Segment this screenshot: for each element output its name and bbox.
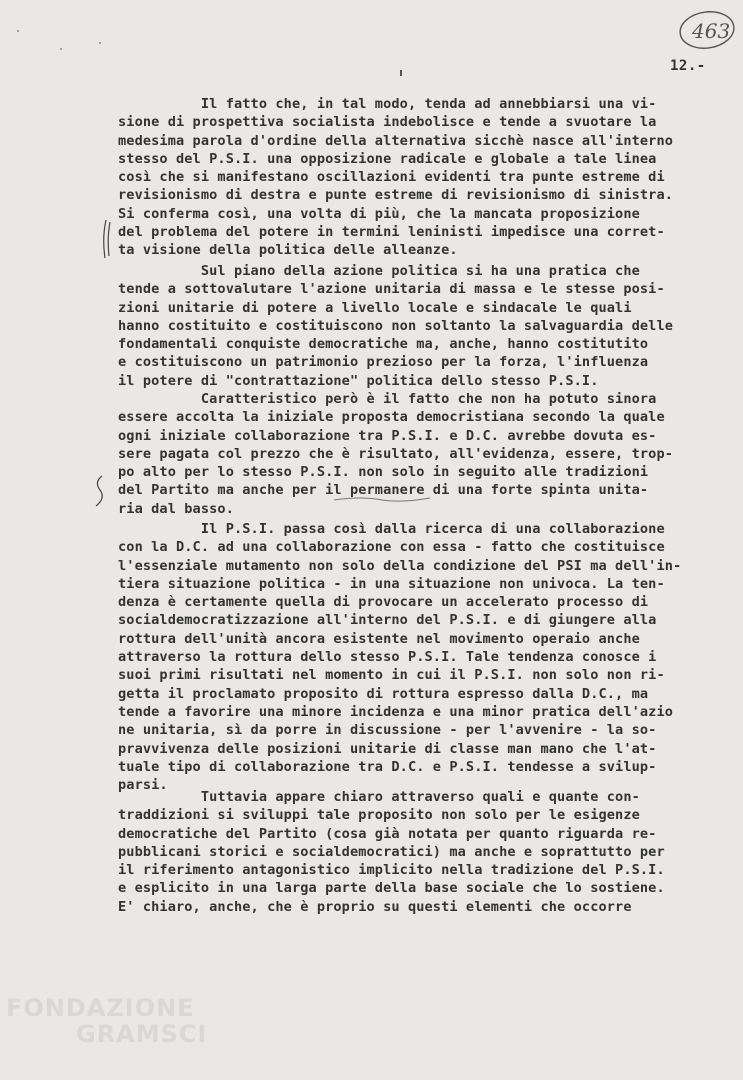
margin-mark-1 [100, 218, 116, 260]
paragraph-4: Il P.S.I. passa così dalla ricerca di una collaborazione con la D.C. ad una collaborazione con essa - fatto che costituisce l'essenziale mutamento non solo della condizione del PSI ma dell'in- tiera situazione politica - in una situazione non univoca. La ten- denza è certamente quella di provocare un accelerato processo di socialdemocratizzazione all'interno del P.S.I. e di giungere alla rottura dell'unità ancora esistente nel movimento operaio anche attraverso la rottura dello stesso P.S.I. Tale tendenza conosce i suoi primi risultati nel momento in cui il P.S.I. non solo non ri- getta il proclamato proposito di rottura espresso dalla D.C., ma tende a favorire una minore incidenza e una minor pratica dell'azio ne unitaria, sì da porre in discussione - per l'avvenire - la so- pravvivenza delle posizioni unitarie di classe man mano che l'at- tuale tipo di collaborazione tra D.C. e P.S.I. tendesse a svilup- parsi. [118, 521, 682, 794]
page-number: 12.- [670, 58, 706, 74]
margin-mark-2 [92, 474, 108, 510]
paragraph-5: Tuttavia appare chiaro attraverso quali e quante con- traddizioni si sviluppi tale proposito non solo per le esigenze democratiche del Partito (cosa già notata per quanto riguarda re- pubblicani storici e socialdemocratici) ma anche e soprattutto per il riferimento antagonistico implicito nella tradizione del P.S.I. e esplicito in una larga parte della base sociale che lo sostiene. E' chiaro, anche, che è proprio su questi elementi che occorre [118, 789, 665, 915]
scan-speck [17, 30, 19, 32]
underline-mark [332, 494, 432, 504]
paragraph-3: Caratteristico però è il fatto che non ha potuto sinora essere accolta la iniziale proposta democristiana secondo la quale ogni iniziale collaborazione tra P.S.I. e D.C. avrebbe dovuta es- sere pagata col prezzo che è risultato, all'evidenza, essere, trop- po alto per lo stesso P.S.I. non solo in seguito alle tradizioni del Partito ma anche per il permanere di una forte spinta unita- ria dal basso. [118, 391, 674, 517]
watermark [6, 995, 207, 1047]
typewriter-mark [400, 70, 402, 76]
scan-speck [60, 48, 62, 50]
paragraph-2: Sul piano della azione politica si ha una pratica che tende a sottovalutare l'azione unitaria di massa e le stesse posi- zioni unitarie di potere a livello locale e sindacale le quali hanno costituito e costituiscono non soltanto la salvaguardia delle fondamentali conquiste democratiche ma, anche, hanno costitutito e costituiscono un patrimonio prezioso per la forza, l'influenza il potere di "contrattazione" politica dello stesso P.S.I. [118, 263, 674, 389]
paragraph-1: Il fatto che, in tal modo, tenda ad annebbiarsi una vi- sione di prospettiva socialista indebolisce e tende a svuotare la medesima parola d'ordine della alternativa sicchè nasce all'interno stesso del P.S.I. una opposizione radicale e globale a tale linea così che si manifestano oscillazioni evidenti tra punte estreme di revisionismo di destra e punte estreme di revisionismo di sinistra. Si conferma così, una volta di più, che la mancata proposizione del problema del potere in termini leninisti impedisce una corret- ta visione della politica delle alleanze. [118, 96, 674, 259]
watermark-line-2: GRAMSCI [76, 1020, 208, 1048]
watermark-line-1: FONDAZIONE [6, 994, 195, 1022]
archive-number-text: 463 [692, 19, 731, 43]
scan-speck [99, 42, 101, 44]
archive-number-stamp [675, 8, 737, 56]
